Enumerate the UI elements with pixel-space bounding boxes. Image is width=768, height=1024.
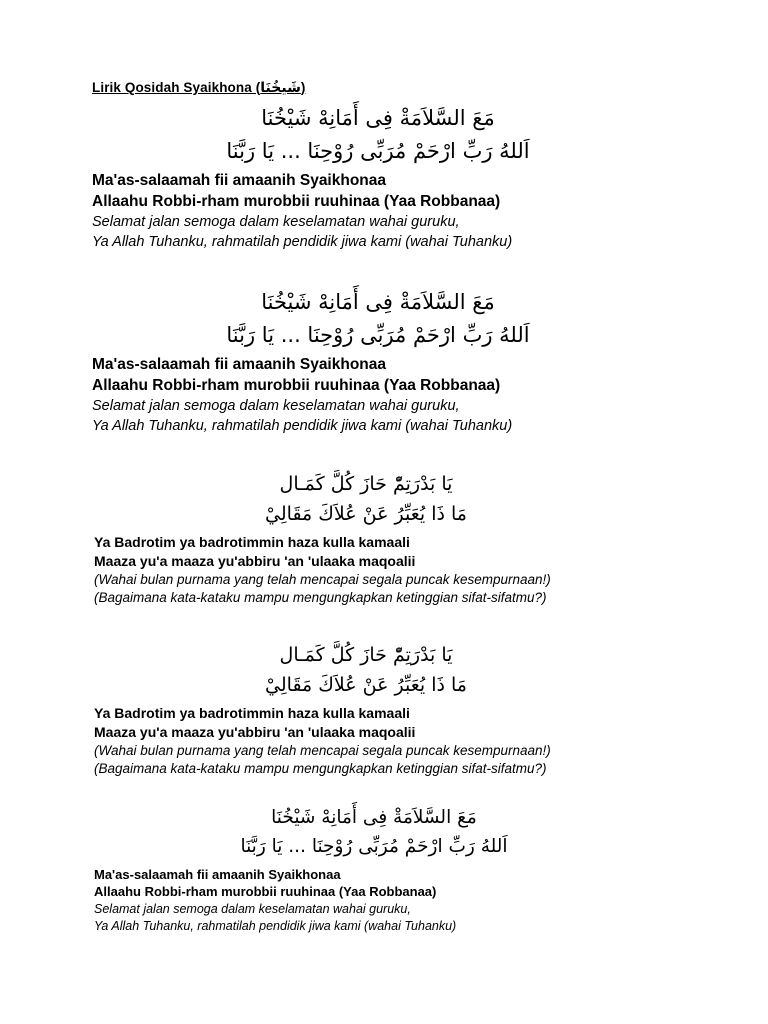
stanza-2	[92, 286, 676, 436]
arabic-line: اَللهُ رَبِّ ارْحَمْ مُرَبِّى رُوْحِنَا ... يَا رَبَّنَا	[240, 835, 508, 857]
arabic-line: يَا بَدْرَتِمّْ حَازَ كُلَّ كَمَـال	[279, 644, 453, 667]
translation-line: Ya Allah Tuhanku, rahmatilah pendidik jiwa kami (wahai Tuhanku)	[92, 417, 513, 434]
arabic-line: مَعَ السَّلاَمَةْ فِى أَمَانِهْ شَيْخُنَا	[261, 290, 495, 315]
page-title-arabic: شَيخُنَا	[260, 80, 301, 96]
page-title-text: Lirik Qosidah Syaikhona (	[92, 80, 261, 95]
transliteration-line: Ma'as-salaamah fii amaanih Syaikhonaa	[92, 356, 387, 374]
translation-line: (Wahai bulan purnama yang telah mencapai segala puncak kesempurnaan!)	[94, 571, 551, 587]
spacer	[92, 270, 676, 286]
translation-line: Selamat jalan semoga dalam keselamatan wahai guruku,	[94, 901, 411, 916]
arabic-line: اَللهُ رَبِّ ارْحَمْ مُرَبِّى رُوْحِنَا ... يَا رَبَّنَا	[226, 322, 530, 347]
stanza-1	[92, 102, 676, 252]
translation-line: Ya Allah Tuhanku, rahmatilah pendidik jiwa kami (wahai Tuhanku)	[94, 918, 457, 933]
transliteration-line: Allaahu Robbi-rham murobbii ruuhinaa (Yaa Robbanaa)	[92, 377, 501, 395]
translation-line: (Bagaimana kata-kataku mampu mengungkapkan ketinggian sifat-sifatmu?)	[94, 761, 547, 777]
transliteration-line: Ma'as-salaamah fii amaanih Syaikhonaa	[92, 172, 387, 190]
translation-line: (Bagaimana kata-kataku mampu mengungkapkan ketinggian sifat-sifatmu?)	[94, 590, 547, 605]
translation-line: Ya Allah Tuhanku, rahmatilah pendidik jiwa kami (wahai Tuhanku)	[92, 233, 513, 250]
spacer	[92, 625, 676, 641]
arabic-line: اَللهُ رَبِّ ارْحَمْ مُرَبِّى رُوْحِنَا ... يَا رَبَّنَا	[226, 138, 530, 163]
arabic-line: مَعَ السَّلاَمَةْ فِى أَمَانِهْ شَيْخُنَا	[271, 807, 477, 829]
translation-line: Selamat jalan semoga dalam keselamatan wahai guruku,	[92, 398, 460, 414]
transliteration-line: Ya Badrotim ya badrotimmin haza kulla kamaali	[94, 705, 410, 722]
arabic-line: مَعَ السَّلاَمَةْ فِى أَمَانِهْ شَيْخُنَا	[261, 106, 495, 130]
arabic-line: مَا ذَا يُعَبِّرُ عَنْ عُلاَكَ مَقَالِيْ	[265, 502, 467, 525]
arabic-line: يَا بَدْرَتِمّْ حَازَ كُلَّ كَمَـال	[279, 473, 453, 496]
spacer	[92, 454, 676, 470]
transliteration-line: Allaahu Robbi-rham murobbii ruuhinaa (Yaa Robbanaa)	[94, 884, 437, 900]
stanza-4	[92, 641, 676, 778]
page-title	[92, 80, 676, 96]
spacer	[92, 796, 676, 804]
translation-line: Selamat jalan semoga dalam keselamatan wahai guruku,	[92, 213, 460, 230]
stanza-3	[92, 470, 676, 607]
translation-line: (Wahai bulan purnama yang telah mencapai segala puncak kesempurnaan!)	[94, 742, 551, 758]
stanza-5	[92, 804, 676, 934]
transliteration-line: Maaza yu'a maaza yu'abbiru 'an 'ulaaka maqoalii	[94, 723, 416, 740]
page-title-close: )	[300, 80, 306, 95]
transliteration-line: Allaahu Robbi-rham murobbii ruuhinaa (Yaa Robbanaa)	[92, 193, 501, 211]
transliteration-line: Ya Badrotim ya badrotimmin haza kulla kamaali	[94, 534, 410, 550]
transliteration-line: Ma'as-salaamah fii amaanih Syaikhonaa	[94, 866, 341, 882]
arabic-line: مَا ذَا يُعَبِّرُ عَنْ عُلاَكَ مَقَالِيْ	[265, 673, 467, 696]
transliteration-line: Maaza yu'a maaza yu'abbiru 'an 'ulaaka maqoalii	[94, 552, 416, 569]
